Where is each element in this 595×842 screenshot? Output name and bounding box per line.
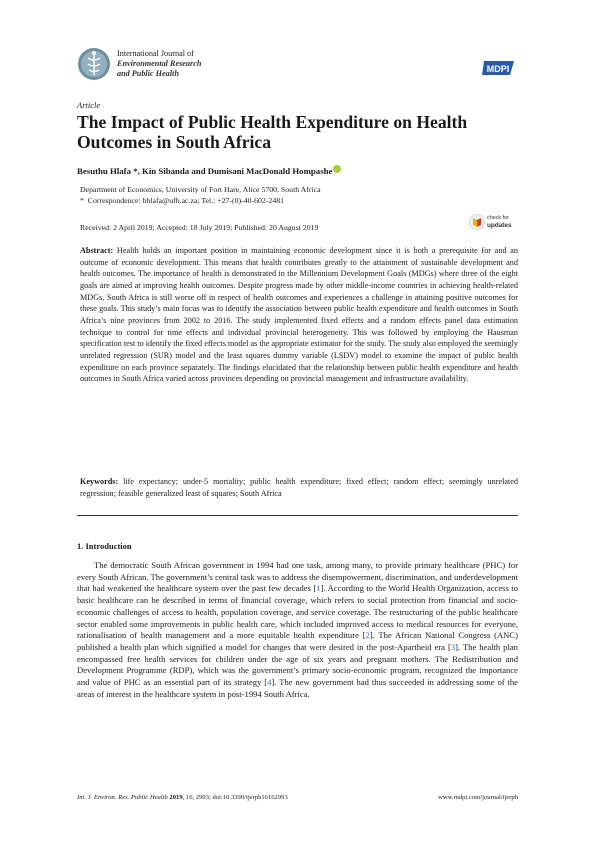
keywords bbox=[80, 476, 518, 499]
citation-link-1[interactable]: 1 bbox=[316, 583, 321, 594]
footer-url[interactable]: www.mdpi.com/journal/ijerph bbox=[438, 794, 518, 801]
body-text-part: The democratic South African government in 1994 had one task, among many, to provide primary healthcare (PHC) for every South African. The government’s central task was to address the disempowerment, discrimination, and underdevelopment that had weakened the healthcare system over the past few decades [ bbox=[77, 560, 518, 594]
footer-year: 2019 bbox=[169, 794, 183, 801]
body-text-part: ]. The health plan encompassed free health services for children under the age of six years and pregnant mothers. The Redistribution and Development Programme (RDP), which was the government’s primary socio-economic program, recognized the importance and value of PHC as an essential part of its strategy [ bbox=[77, 641, 518, 688]
citation-link-4[interactable]: 4 bbox=[267, 677, 272, 688]
check-updates-icon bbox=[469, 214, 485, 230]
section-divider bbox=[77, 515, 518, 516]
mdpi-logo bbox=[480, 57, 518, 79]
citation-link-3[interactable]: 3 bbox=[450, 641, 456, 652]
footer-journal-abbrev: Int. J. Environ. Res. Public Health bbox=[77, 794, 168, 801]
author-list bbox=[77, 165, 341, 176]
body-text-part: ]. The African National Congress (ANC) published a health plan which signified a model for changes that were desired in the post-Apartheid era [ bbox=[77, 630, 518, 652]
abstract-label: Abstract: bbox=[80, 246, 114, 255]
abstract-text: Health holds an important position in maintaining economic development since it is both a prerequisite for and an outcome of economic development. This means that health contributes greatly to the attainment of sustainable development and health outcomes. The importance of health is demonstrated in the Millennium Development Goals (MDGs) where three of the eight goals are aimed at improving health outcomes. Despite progress made by other middle-income countries in achieving health-related MDGs, South Africa is still worse off in respect of health outcomes and experiences a challenge in attaining positive outcomes for these goals. This study’s main focus was to identify the association between public health expenditure and health outcomes in South Africa’s nine provinces from 2002 to 2016. The study implemented fixed effects and a random effects panel data estimation technique to control for time effects and individual provincial heterogeneity. This was followed by employing the Hausman specification test to identify the fixed effects model as the appropriate estimator for the study. The study also employed the seemingly unrelated regression (SUR) model and the least squares dummy variable (LSDV) model to examine the impact of public health expenditure on each province separately. The findings elucidated that the relationship between public health expenditure and health outcomes in South Africa varied across provinces depending on provincial management and infrastructure availability. bbox=[80, 246, 519, 384]
journal-name-line1: International Journal of bbox=[117, 49, 194, 58]
check-for-updates-badge[interactable] bbox=[469, 212, 519, 234]
check-updates-line1: check for bbox=[487, 215, 509, 221]
keywords-text: life expectancy; under-5 mortality; public health expenditure; fixed effect; random effect; seemingly unrelated regression; feasible generalized least of squares; South Africa bbox=[80, 477, 518, 498]
section-heading: 1. Introduction bbox=[77, 541, 132, 551]
author-names: Besuthu Hlafa *, Kin Sibanda and Dumisani MacDonald Hompashe bbox=[77, 166, 333, 176]
check-updates-line2: updates bbox=[487, 222, 512, 229]
body-text-part: ]. According to the World Health Organization, access to basic healthcare can be described in terms of financial coverage, which refers to social protection from financial and socio-economic challenges of access to health, population coverage, and service coverage. The restructuring of the public healthcare sector enabled some improvements in public health care, which included improved access to medical resources for everyone, rationalisation of health management and a more equitable health expenditure [ bbox=[77, 583, 518, 641]
journal-name-line3: and Public Health bbox=[117, 69, 179, 78]
body-text-part: ]. The new government had thus succeeded in addressing some of the areas of interest in the healthcare system in post-1994 South Africa. bbox=[77, 677, 518, 699]
journal-emblem-icon bbox=[77, 47, 111, 81]
affiliation-block bbox=[80, 184, 500, 206]
orcid-icon[interactable] bbox=[333, 165, 341, 173]
journal-name bbox=[117, 49, 317, 79]
journal-logo bbox=[77, 47, 111, 81]
abstract bbox=[80, 245, 518, 385]
footer-citation bbox=[77, 794, 288, 801]
footer-citation-rest: , 16, 2993; doi:10.3390/ijerph16162993 bbox=[182, 794, 288, 801]
publication-dates: Received: 2 April 2019; Accepted: 18 July 2019; Published: 20 August 2019 bbox=[80, 223, 319, 232]
citation-link-2[interactable]: 2 bbox=[365, 630, 370, 641]
paper-title: The Impact of Public Health Expenditure on Health Outcomes in South Africa bbox=[77, 112, 468, 152]
keywords-label: Keywords: bbox=[80, 477, 119, 486]
body-paragraph bbox=[77, 560, 518, 700]
check-updates-text bbox=[487, 215, 512, 230]
article-type: Article bbox=[77, 100, 101, 110]
correspondence: * Correspondence: bhlafa@ufh.ac.za; Tel.: +27-(0)-40-602-2481 bbox=[80, 196, 285, 205]
mdpi-logo-text: MDPI bbox=[486, 64, 510, 74]
journal-name-line2: Environmental Research bbox=[117, 59, 202, 68]
mdpi-logo-icon bbox=[480, 57, 518, 79]
affiliation: Department of Economics, University of Fort Hare, Alice 5700, South Africa bbox=[80, 185, 321, 194]
